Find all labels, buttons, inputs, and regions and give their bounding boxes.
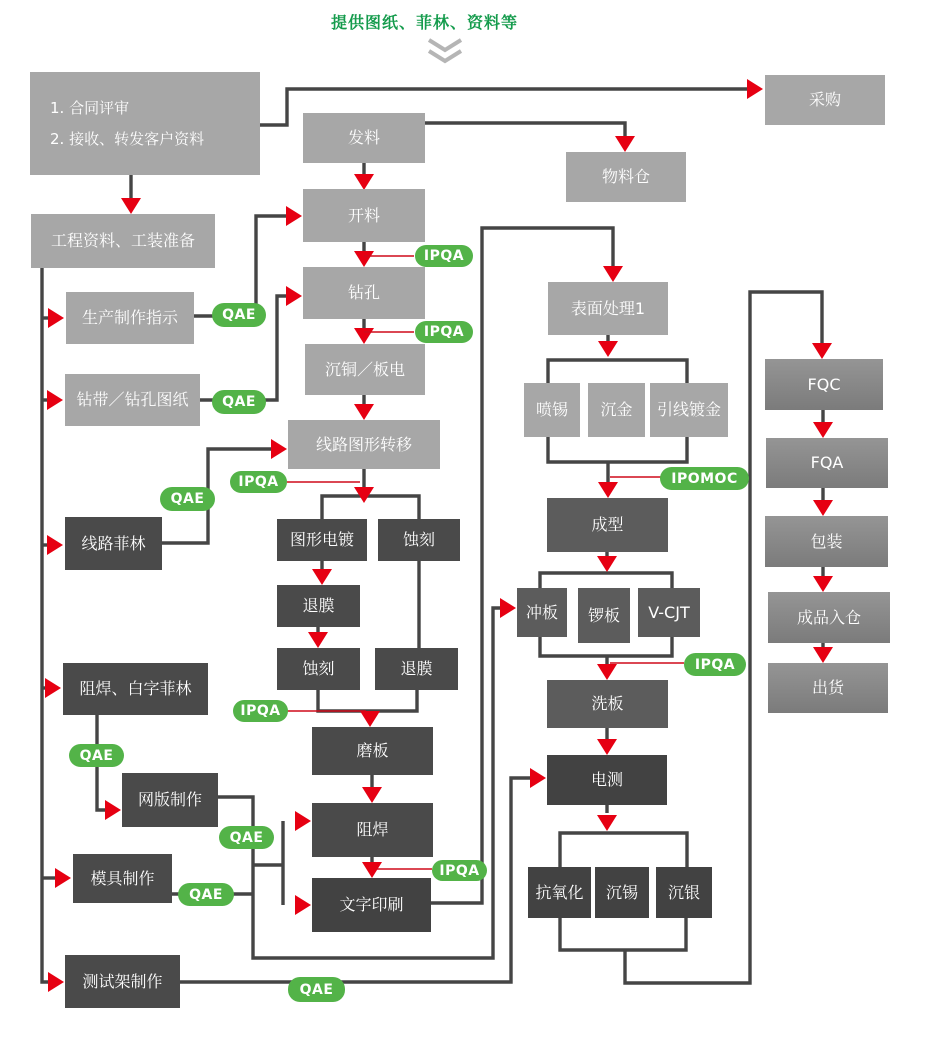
node-copper-deposition-plating: 沉铜／板电 [305, 344, 425, 395]
node-film-stripping-2: 退膜 [375, 648, 458, 690]
contract-line-2: 2. 接收、转发客户资料 [50, 129, 205, 148]
ipqa-badge-4: IPQA [233, 700, 288, 722]
node-silkscreen-print: 文字印刷 [312, 878, 431, 932]
contract-line-1: 1. 合同评审 [50, 98, 130, 117]
node-engineering-data-prep: 工程资料、工装准备 [31, 214, 215, 268]
node-mold-making: 模具制作 [73, 854, 172, 903]
node-fqa: FQA [766, 438, 888, 488]
ipqa-badge-2: IPQA [415, 321, 473, 343]
node-etching-2: 蚀刻 [277, 648, 360, 690]
node-finished-goods-warehouse: 成品入仓 [768, 592, 890, 643]
node-routing: 锣板 [578, 588, 630, 643]
node-surface-treatment: 表面处理1 [548, 282, 668, 335]
node-pattern-plating: 图形电镀 [277, 519, 367, 561]
node-drilling: 钻孔 [303, 267, 425, 319]
node-immersion-tin: 沉锡 [595, 867, 649, 918]
node-board-washing: 洗板 [547, 680, 668, 728]
node-wire-bond-gold-plating: 引线镀金 [650, 383, 728, 437]
node-anti-oxidation: 抗氧化 [528, 867, 591, 918]
node-v-cut: V-CJT [638, 588, 700, 637]
node-pattern-transfer: 线路图形转移 [288, 420, 440, 469]
qae-badge-3: QAE [160, 487, 215, 511]
node-contract-review [30, 72, 260, 175]
node-forming: 成型 [547, 498, 668, 552]
ipomoc-badge: IPOMOC [660, 467, 749, 490]
node-line-film: 线路菲林 [65, 517, 162, 570]
node-punching: 冲板 [517, 588, 567, 637]
qae-badge-6: QAE [178, 883, 234, 906]
ipqa-badge-5: IPQA [432, 860, 487, 881]
node-soldermask: 阻焊 [312, 803, 433, 857]
qae-badge-2: QAE [212, 390, 266, 414]
qae-badge-7: QAE [288, 977, 345, 1002]
node-production-instruction: 生产制作指示 [66, 292, 194, 344]
qae-badge-5: QAE [219, 826, 274, 849]
node-cutting: 开料 [303, 189, 425, 242]
node-packing: 包装 [765, 516, 888, 567]
node-hasl-tin-spray: 喷锡 [524, 383, 580, 437]
node-immersion-silver: 沉银 [656, 867, 712, 918]
ipqa-badge-6: IPQA [684, 653, 746, 676]
ipqa-badge-3: IPQA [230, 471, 287, 493]
node-test-rack-making: 测试架制作 [65, 955, 180, 1008]
node-immersion-gold: 沉金 [588, 383, 645, 437]
qae-badge-1: QAE [212, 303, 266, 327]
node-fqc: FQC [765, 359, 883, 410]
node-etching-1: 蚀刻 [378, 519, 460, 561]
diagram-title: 提供图纸、菲林、资料等 [330, 13, 518, 32]
node-board-grinding: 磨板 [312, 727, 433, 775]
node-material-issue: 发料 [303, 113, 425, 163]
node-screen-making: 网版制作 [122, 773, 218, 827]
node-film-stripping-1: 退膜 [277, 585, 360, 627]
node-shipping: 出货 [768, 663, 888, 713]
ipqa-badge-1: IPQA [415, 245, 473, 267]
node-material-warehouse: 物料仓 [566, 152, 686, 202]
node-soldermask-text-film: 阻焊、白字菲林 [63, 663, 208, 715]
node-electrical-test: 电测 [547, 755, 667, 805]
qae-badge-4: QAE [69, 744, 124, 767]
node-purchasing: 采购 [765, 75, 885, 125]
node-drill-tape-drawing: 钻带／钻孔图纸 [65, 374, 200, 426]
